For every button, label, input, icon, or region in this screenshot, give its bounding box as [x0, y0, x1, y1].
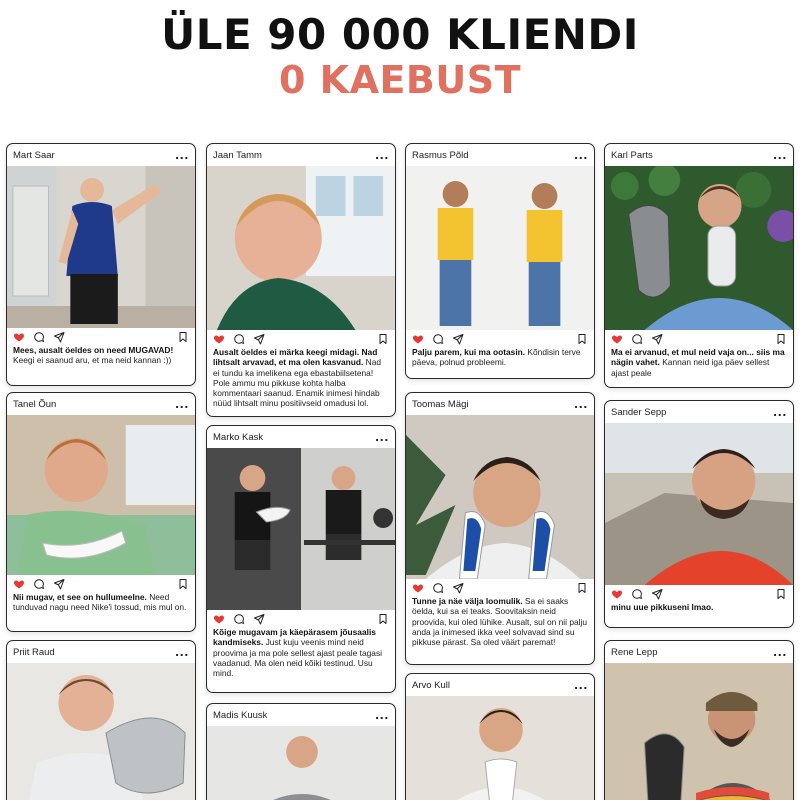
bookmark-icon[interactable]	[775, 333, 787, 345]
headline-title: ÜLE 90 000 KLIENDI	[161, 10, 639, 59]
more-icon[interactable]: ...	[772, 405, 787, 419]
bookmark-icon[interactable]	[177, 331, 189, 343]
more-icon[interactable]: ...	[772, 148, 787, 162]
heart-icon[interactable]	[213, 613, 225, 625]
share-icon[interactable]	[53, 578, 65, 590]
post-photo	[605, 663, 793, 800]
post-card[interactable]	[604, 400, 794, 628]
bookmark-icon[interactable]	[775, 588, 787, 600]
post-card[interactable]	[206, 703, 396, 800]
heart-icon[interactable]	[13, 578, 25, 590]
post-card[interactable]	[206, 143, 396, 417]
post-caption: minu uue pikkuseni lmao.	[611, 602, 714, 612]
bookmark-icon[interactable]	[177, 578, 189, 590]
comment-icon[interactable]	[33, 331, 45, 343]
bookmark-icon[interactable]	[576, 582, 588, 594]
comment-icon[interactable]	[33, 578, 45, 590]
comment-icon[interactable]	[631, 333, 643, 345]
post-card[interactable]	[6, 143, 196, 386]
heart-icon[interactable]	[412, 333, 424, 345]
more-icon[interactable]: ...	[174, 148, 189, 162]
post-author[interactable]: Tanel Õun	[13, 398, 57, 410]
post-author[interactable]: Karl Parts	[611, 149, 653, 161]
heart-icon[interactable]	[611, 333, 623, 345]
share-icon[interactable]	[452, 582, 464, 594]
share-icon[interactable]	[452, 333, 464, 345]
bookmark-icon[interactable]	[576, 333, 588, 345]
post-photo	[406, 415, 594, 579]
headline-subtitle: 0 KAEBUST	[278, 58, 522, 102]
post-author[interactable]: Jaan Tamm	[213, 149, 262, 161]
more-icon[interactable]: ...	[174, 397, 189, 411]
post-photo	[605, 423, 793, 585]
post-caption: Palju parem, kui ma ootasin. Kõndisin terve päeva, polnud probleemi.	[412, 347, 581, 368]
post-card[interactable]	[405, 673, 595, 800]
more-icon[interactable]: ...	[573, 397, 588, 411]
post-author[interactable]: Toomas Mägi	[412, 398, 469, 410]
post-author[interactable]: Madis Kuusk	[213, 709, 268, 721]
post-card[interactable]	[206, 425, 396, 693]
share-icon[interactable]	[53, 331, 65, 343]
post-card[interactable]	[604, 640, 794, 800]
more-icon[interactable]: ...	[174, 645, 189, 659]
post-photo	[7, 663, 195, 800]
post-card[interactable]	[405, 392, 595, 665]
post-caption: Ma ei arvanud, et mul neid vaja on... siis ma nägin vahet. Kannan neid iga päev sellest ajast peale	[611, 347, 785, 378]
comment-icon[interactable]	[233, 333, 245, 345]
more-icon[interactable]: ...	[573, 678, 588, 692]
post-caption: Kõige mugavam ja käepärasem jõusaalis kandmiseks. Just kuju veenis mind neid proovima ja ma pole sellest ajast peale tagasi vaadanud. Ma olen neid kõiki testinud. Usu mind.	[213, 627, 382, 679]
more-icon[interactable]: ...	[374, 708, 389, 722]
post-caption: Mees, ausalt öeldes on need MUGAVAD! Keegi ei saanud aru, et ma neid kannan :))	[13, 345, 174, 366]
heart-icon[interactable]	[412, 582, 424, 594]
comment-icon[interactable]	[631, 588, 643, 600]
bookmark-icon[interactable]	[377, 613, 389, 625]
comment-icon[interactable]	[233, 613, 245, 625]
post-photo	[406, 696, 594, 800]
post-photo	[207, 166, 395, 330]
post-author[interactable]: Rasmus Põld	[412, 149, 469, 161]
post-photo	[406, 166, 594, 330]
heart-icon[interactable]	[611, 588, 623, 600]
post-caption: Tunne ja näe välja loomulik. Sa ei saaks öelda, kui sa ei teaks. Soovitaksin neid proovida, kui oled lühike. Ausalt, sul on nii palju anda ja inimesed ikka veel solvavad sind su pikkuse pärast. Sa oled väärt paremat!	[412, 596, 588, 648]
bookmark-icon[interactable]	[377, 333, 389, 345]
share-icon[interactable]	[651, 588, 663, 600]
post-author[interactable]: Mart Saar	[13, 149, 55, 161]
post-photo	[207, 726, 395, 800]
heart-icon[interactable]	[213, 333, 225, 345]
post-photo	[605, 166, 793, 330]
post-author[interactable]: Priit Raud	[13, 646, 55, 658]
post-caption: Nii mugav, et see on hullumeelne. Need tunduvad nagu need Nike'i tossud, mis mul on.	[13, 592, 187, 613]
post-photo	[207, 448, 395, 610]
more-icon[interactable]: ...	[573, 148, 588, 162]
comment-icon[interactable]	[432, 582, 444, 594]
post-card[interactable]	[405, 143, 595, 379]
post-photo	[7, 415, 195, 575]
share-icon[interactable]	[253, 613, 265, 625]
post-caption: Ausalt öeldes ei märka keegi midagi. Nad lihtsalt arvavad, et ma olen kasvanud. Nad ei tundu ka imelikena ega ebastabiilsetena! Pole ammu mu pikkuse kohta halba kommentaari saanud. Enamik inimesi hindab nüüd lihtsalt minu positiivseid omadusi lol.	[213, 347, 382, 409]
comment-icon[interactable]	[432, 333, 444, 345]
post-author[interactable]: Rene Lepp	[611, 646, 658, 658]
post-author[interactable]: Arvo Kull	[412, 679, 451, 691]
more-icon[interactable]: ...	[374, 148, 389, 162]
post-card[interactable]	[6, 640, 196, 800]
heart-icon[interactable]	[13, 331, 25, 343]
post-author[interactable]: Marko Kask	[213, 431, 264, 443]
post-card[interactable]	[604, 143, 794, 388]
share-icon[interactable]	[651, 333, 663, 345]
post-card[interactable]	[6, 392, 196, 632]
post-photo	[7, 166, 195, 328]
more-icon[interactable]: ...	[772, 645, 787, 659]
more-icon[interactable]: ...	[374, 430, 389, 444]
share-icon[interactable]	[253, 333, 265, 345]
post-author[interactable]: Sander Sepp	[611, 406, 667, 418]
